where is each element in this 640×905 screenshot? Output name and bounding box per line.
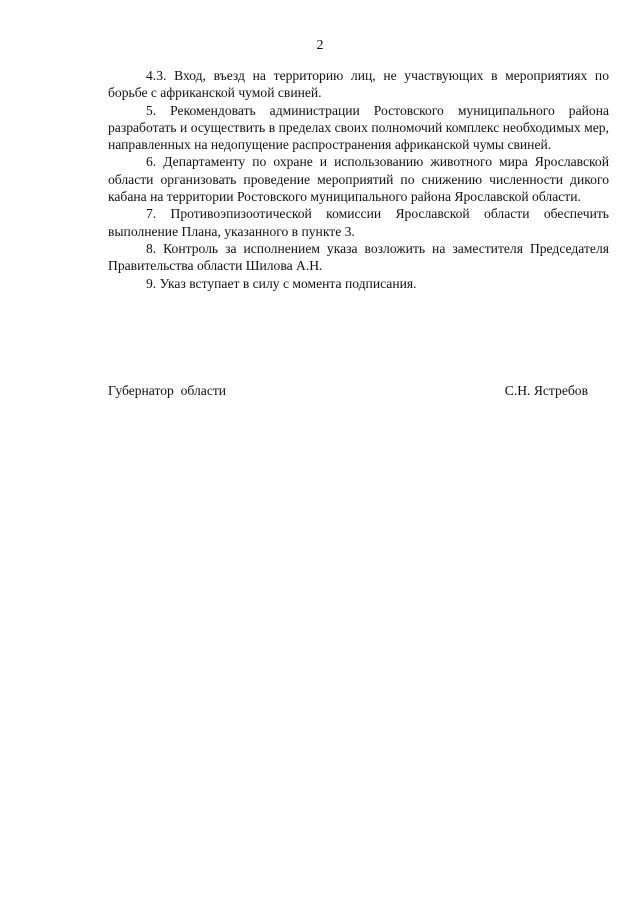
paragraph-7: 7. Противоэпизоотической комиссии Ярославской области обеспечить выполнение Плана, указанного в пункте 3. bbox=[108, 206, 609, 239]
paragraph-6: 6. Департаменту по охране и использованию животного мира Ярославской области организовать проведение мероприятий по снижению численности дикого кабана на территории Ростовского муниципального района Ярославской области. bbox=[108, 154, 609, 205]
paragraph-5: 5. Рекомендовать администрации Ростовского муниципального района разработать и осуществить в пределах своих полномочий комплекс необходимых мер, направленных на недопущение распространения африканской чумы свиней. bbox=[108, 102, 609, 153]
paragraph-9: 9. Указ вступает в силу с момента подписания. bbox=[146, 275, 417, 291]
page-number: 2 bbox=[316, 38, 324, 53]
signatory-name: С.Н. Ястребов bbox=[504, 383, 588, 398]
paragraph-8: 8. Контроль за исполнением указа возложить на заместителя Председателя Правительства области Шилова А.Н. bbox=[108, 240, 609, 274]
paragraph-4-3: 4.3. Вход, въезд на территорию лиц, не участвующих в мероприятиях по борьбе с африканской чумой свиней. bbox=[108, 68, 609, 101]
signatory-position: Губернатор области bbox=[108, 383, 227, 398]
document-body bbox=[108, 67, 609, 292]
